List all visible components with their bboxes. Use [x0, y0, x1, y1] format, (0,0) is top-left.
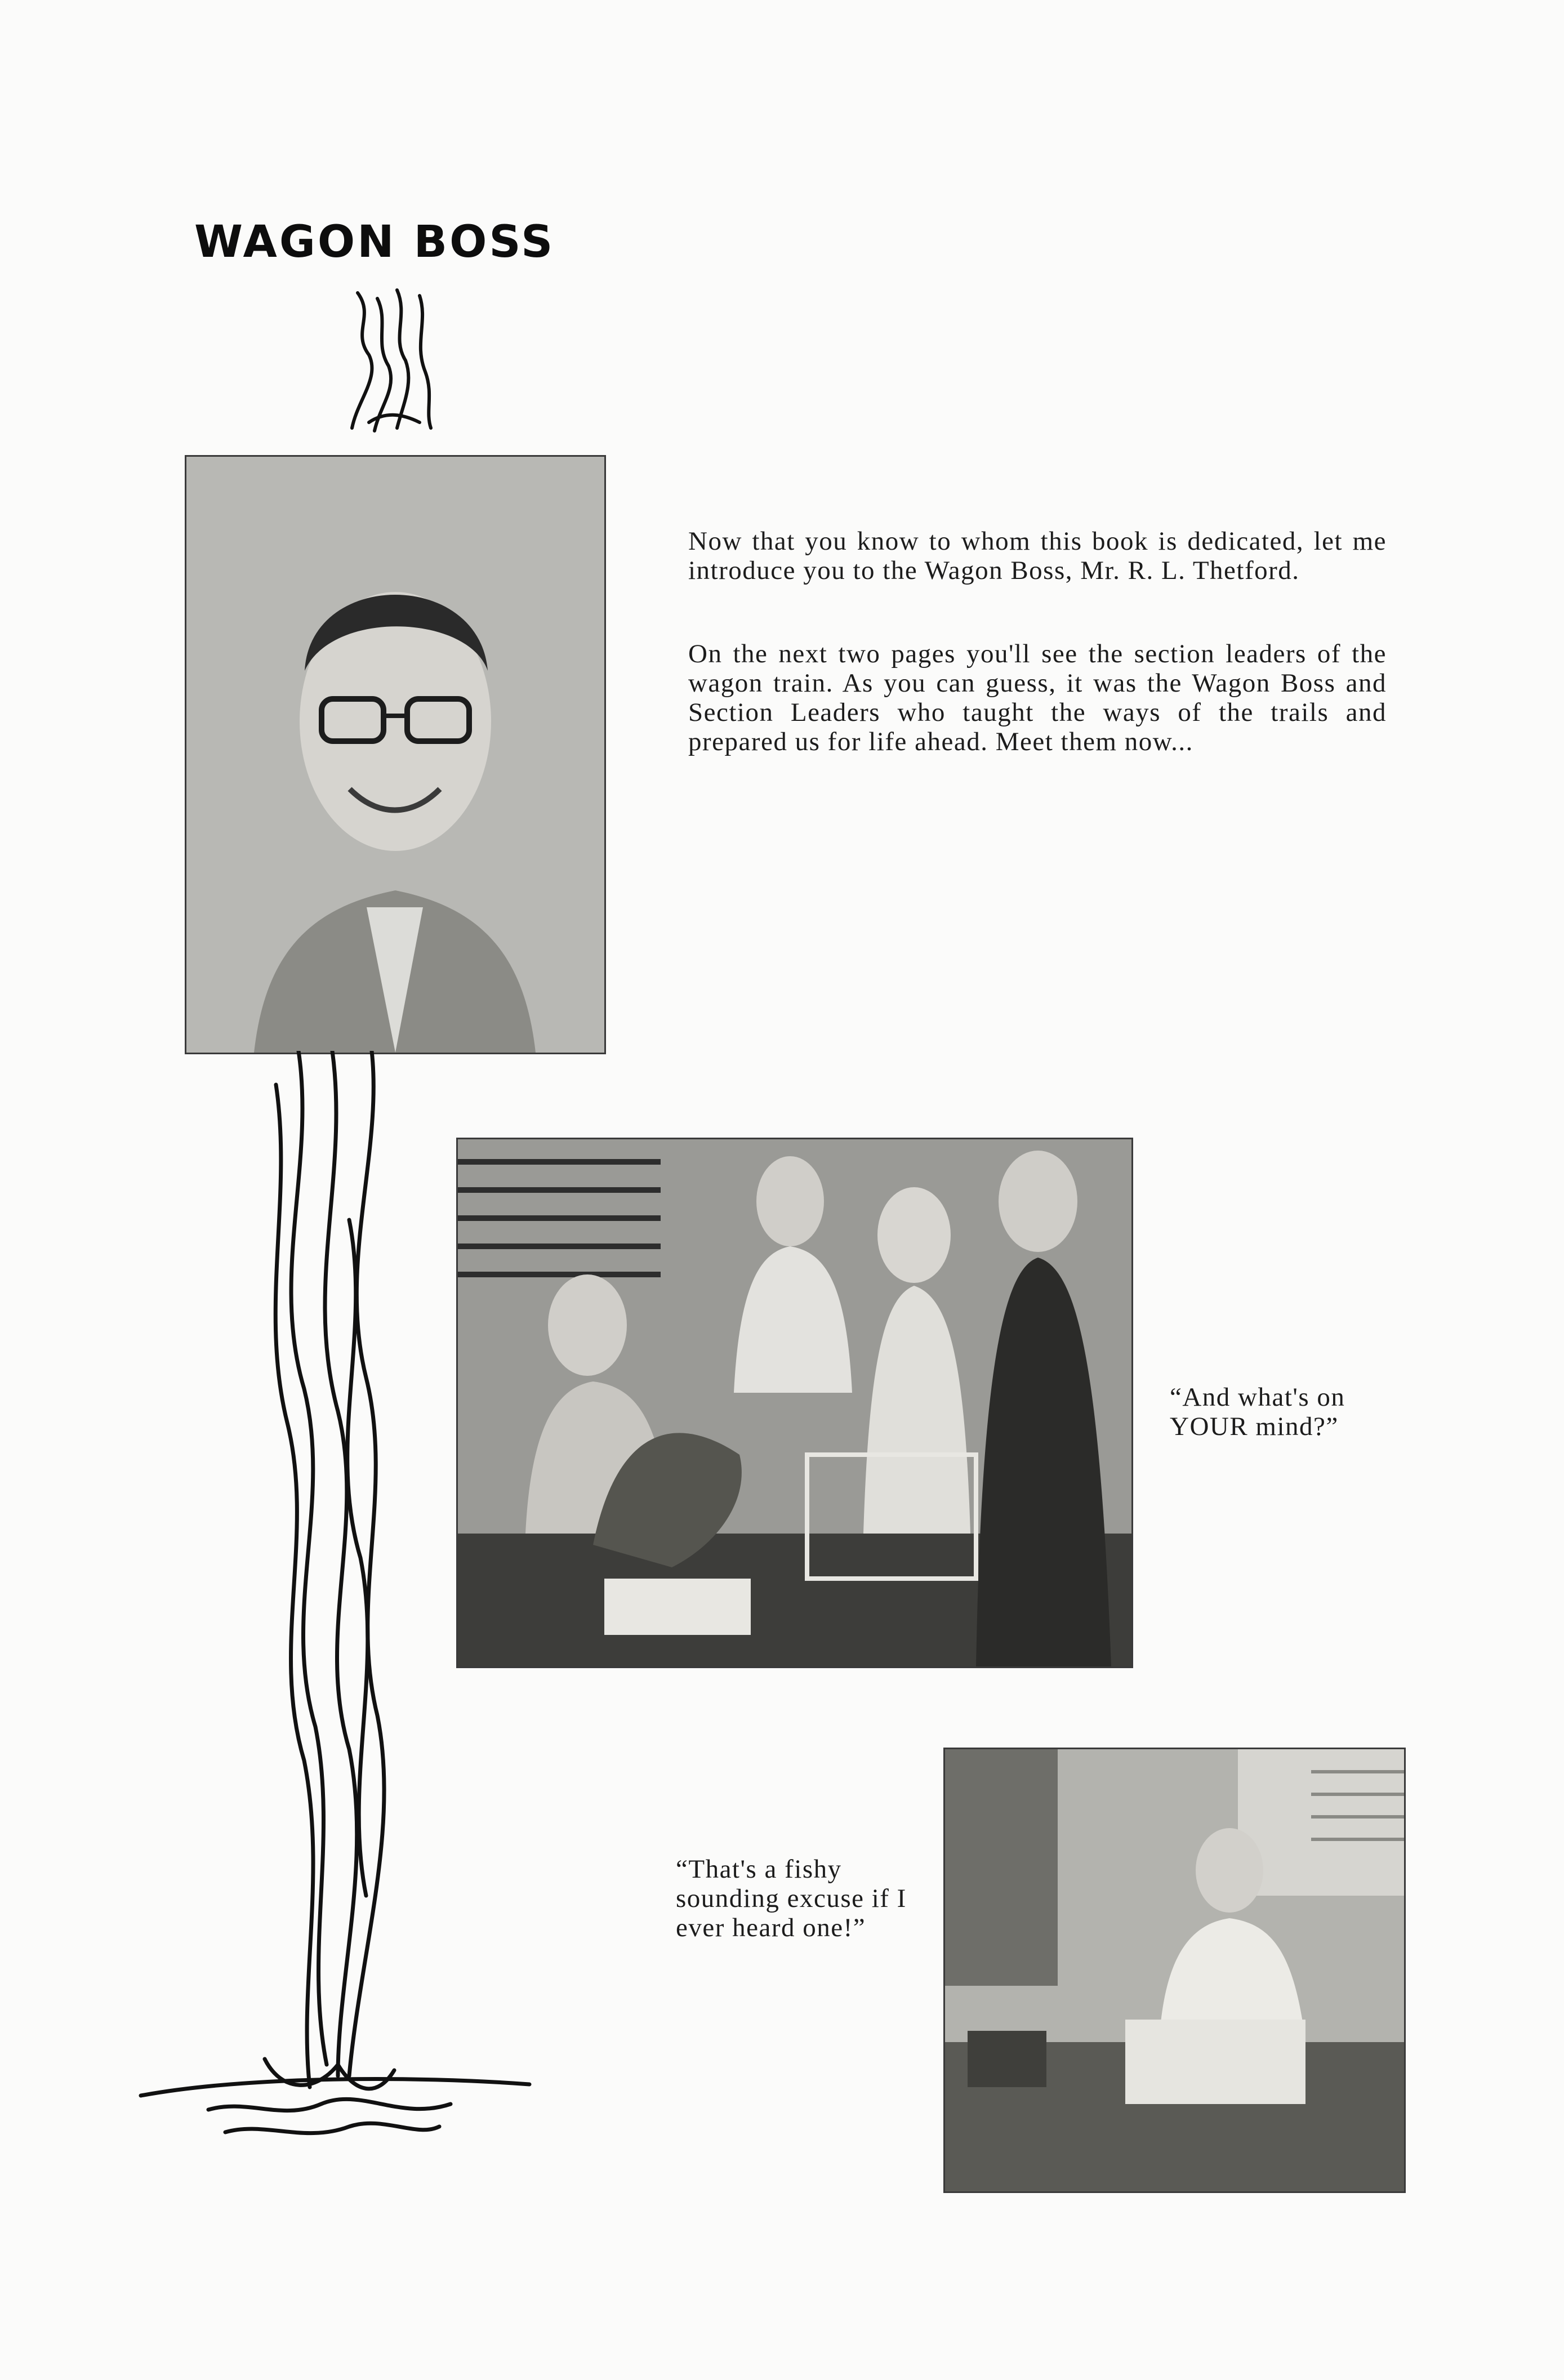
- office-photo-1-caption: “And what's on YOUR mind?”: [1170, 1383, 1345, 1441]
- flame-illustration: [335, 282, 448, 434]
- intro-paragraph-1: Now that you know to whom this book is dedicated, let me introduce you to the Wagon Boss, Mr. R. L. Thetford.: [688, 527, 1387, 585]
- page-title: WAGON BOSS: [194, 217, 555, 268]
- portrait-photo: [185, 455, 606, 1054]
- office-photo-2: [943, 1748, 1406, 2193]
- office-photo-2-caption: “That's a fishy sounding excuse if I ever heard one!”: [676, 1855, 907, 1942]
- intro-paragraph-2: On the next two pages you'll see the section leaders of the wagon train. As you can guess, it was the Wagon Boss and Section Leaders who taught the ways of the trails and prepared us for life ahead. Meet them now...: [688, 639, 1387, 756]
- office-photo-1: [456, 1138, 1133, 1668]
